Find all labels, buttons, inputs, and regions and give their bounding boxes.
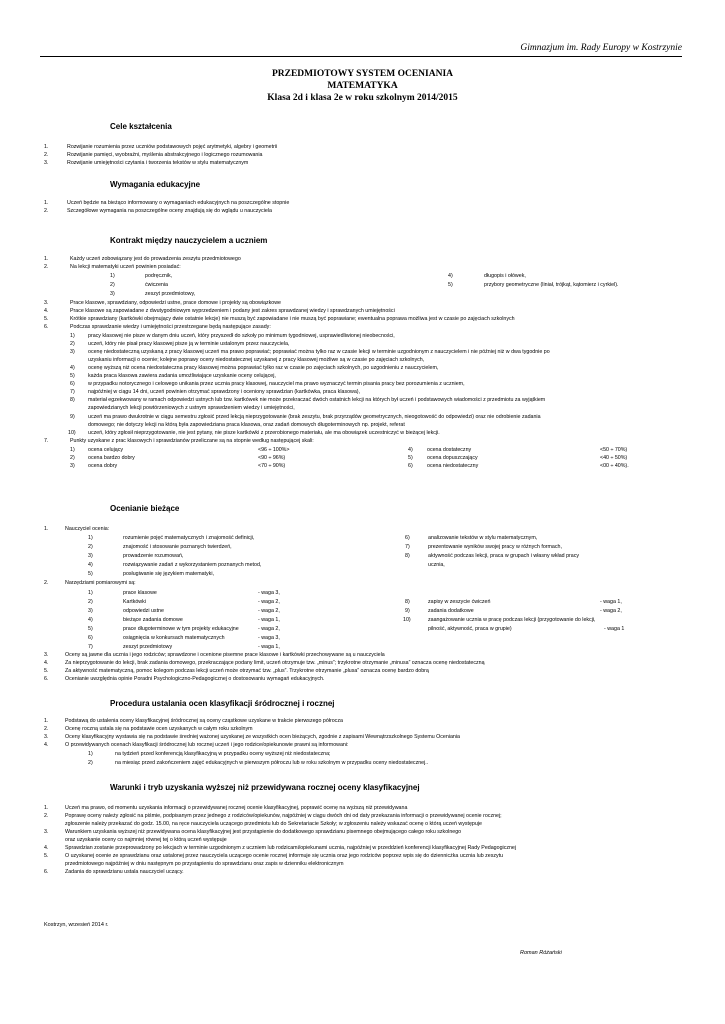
list-number: 7. [44, 438, 49, 444]
sub-number: 7) [88, 644, 93, 650]
list-item: Krótkie sprawdziany (kartkówki obejmujący dwie ostatnie lekcje) nie muszą być zapowiadane i nie muszą być poprawiane; ewentualna poprawa możliwa jest w czasie po zajęciach szkolnych [70, 316, 515, 322]
equipment-item: przybory geometryczne (liniał, trójkąt, kątomierz i cyrkiel). [484, 282, 619, 288]
rule-number: 8) [70, 397, 75, 403]
rule-number: 7) [70, 389, 75, 395]
rule-number: 1) [70, 333, 75, 339]
equipment-item: ćwiczenia [145, 282, 168, 288]
grade-name: ocena bardzo dobry [88, 455, 135, 461]
list-item: Narzędziami pomiarowymi są: [65, 580, 136, 586]
equipment-item: podręcznik, [145, 273, 173, 279]
grade-name: ocena dostateczny [427, 447, 472, 453]
tool-weight: - waga 2, [258, 626, 280, 632]
sub-number: 6) [88, 635, 93, 641]
list-item: Rozwijanie pamięci, wyobraźni, myślenia abstrakcyjnego i logicznego rozumowania [67, 152, 263, 158]
list-number: 2. [44, 580, 49, 586]
rule-number: 6) [70, 381, 75, 387]
list-number: 1. [44, 718, 49, 724]
list-item: Poprawę oceny należy zgłosić na piśmie, podpisanym przez jednego z rodziców/opiekunów, najpóźniej w ciągu dwóch dni od daty przekazania informacji o przewidywanej ocenie rocznej; [65, 813, 502, 819]
document-title: PRZEDMIOTOWY SYSTEM OCENIANIA [271, 69, 454, 79]
list-number: 6. [44, 869, 49, 875]
tool-weight: - waga 2, [258, 608, 280, 614]
tool-name: prace klasowe [123, 590, 157, 596]
tool-name: bieżące zadania domowe [123, 617, 183, 623]
list-item-continuation: oraz uzyskanie oceny co najmniej równej tej o którą uczeń występuje [65, 837, 227, 843]
sub-number: 5) [88, 626, 93, 632]
list-item: Prace klasowe są zapowiadane z dwutygodniowym wyprzedzeniem i podany jest zakres sprawdzanej wiedzy i sprawdzanych umiejętności [70, 308, 395, 314]
tool-weight: - waga 3, [258, 590, 280, 596]
tool-weight: - waga 2, [600, 608, 622, 614]
list-item: Podstawą do ustalenia oceny klasyfikacyjnej śródrocznej są oceny cząstkowe uzyskane w trakcie pierwszego półrocza [65, 718, 343, 724]
section-heading-goals: Cele kształcenia [110, 122, 172, 131]
rule-item-continuation: zapowiedzianych lekcji powtórzeniowych z ustnym sprawdzeniem wiedzy i umiejętności, [88, 405, 295, 411]
tool-name-continuation: pilność, aktywność, praca w grupie) [428, 626, 512, 632]
list-number: 3. [44, 300, 49, 306]
tool-weight: - waga 1, [258, 617, 280, 623]
list-number: 2. [44, 813, 49, 819]
assessed-skill: rozumienie pojęć matematycznych i znajomość definicji, [123, 535, 255, 541]
grade-range: <70 ÷ 90%) [258, 463, 286, 469]
section-heading-higher-grade-conditions: Warunki i tryb uzyskania wyższej niż przewidywana rocznej oceny klasyfikacyjnej [110, 783, 420, 792]
assessed-skill: analizowanie tekstów w stylu matematycznym, [428, 535, 538, 541]
list-item: Za nieprzygotowanie do lekcji, brak zadania domowego, przekraczające podany limit, uczeń otrzymuje tzw. „minus”; trzykrotne otrzymanie „minusa” oznacza ocenę niedostateczną [65, 660, 485, 666]
list-number: 6. [44, 676, 49, 682]
grade-range: <00 ÷ 40%). [600, 463, 629, 469]
list-item: Podczas sprawdzanie wiedzy i umiejętności przestrzegane będą następujące zasady: [70, 324, 271, 330]
list-number: 4. [44, 308, 49, 314]
list-item: Na lekcji matematyki uczeń powinien posiadać: [70, 264, 181, 270]
tool-weight: - waga 1, [258, 644, 280, 650]
rule-item: materiał egzekwowany w ramach odpowiedzi ustnych lub tzw. kartkówek nie może przekraczać dwóch ostatnich lekcji na których był uczeń i podstawowych wiadomości z przedmiotu za wyjątkiem [88, 397, 546, 403]
list-number: 2. [44, 726, 49, 732]
equipment-item: długopis i ołówek, [484, 273, 526, 279]
list-item: Rozwijanie rozumienia przez uczniów podstawowych pojęć arytmetyki, algebry i geometrii [67, 144, 278, 150]
class-year-title: Klasa 2d i klasa 2e w roku szkolnym 2014/2015 [267, 93, 458, 103]
list-number: 4. [44, 660, 49, 666]
list-number: 1. [44, 526, 49, 532]
tool-name: zaangażowanie ucznia w pracę podczas lekcji (przygotowanie do lekcji, [428, 617, 596, 623]
sub-number: 3) [88, 608, 93, 614]
sub-number: 1) [88, 751, 93, 757]
list-item-continuation: zgłoszenie należy przekazać do godz. 15.00, na ręce nauczyciela uczącego przedmiotu lub do Sekretariacie Szkoły; w zgłoszeniu należy wskazać ocenę o którą uczeń występuje [65, 821, 482, 827]
list-item: Nauczyciel ocenia: [65, 526, 110, 532]
rule-item: pracy klasowej nie pisze w danym dniu uczeń, który przyszedł do szkoły po minimum tygodniowej, usprawiedliwionej nieobecności, [88, 333, 395, 339]
sub-number: 9) [405, 608, 410, 614]
list-number: 4. [44, 742, 49, 748]
rule-item: uczeń ma prawo dwukrotnie w ciągu semestru zgłosić przed lekcją nieprzygotowanie (brak zeszytu, brak przyrządów geometrycznych, nieogotowość do odpowiedzi) oraz nie odrobienie zadania [88, 414, 541, 420]
sub-number: 3) [88, 553, 93, 559]
list-item-continuation: przedmiotowego najpóźniej w dniu następnym po przystąpieniu do sprawdzianu oraz zapis w dzienniku elektronicznym [65, 861, 344, 867]
assessed-skill: znajomość i stosowanie poznanych twierdzeń, [123, 544, 232, 550]
section-heading-current-assessment: Ocenianie bieżące [110, 504, 180, 513]
list-item: Punkty uzyskane z prac klasowych i sprawdzianów przeliczane są na stopnie według następującej skali: [70, 438, 314, 444]
sub-number: 6) [405, 535, 410, 541]
rule-item: uczeń, który nie pisał pracy klasowej pisze ją w terminie ustalonym przez nauczyciela, [88, 341, 290, 347]
list-item: Za aktywność matematyczną, pomoc kolegom podczas lekcji uczeń może otrzymać tzw. „plus”. Trzykrotne otrzymanie „plusa” oznacza ocenę bardzo dobrą [65, 668, 429, 674]
list-item: Warunkiem uzyskania wyższej niż przewidywana ocena klasyfikacyjnej jest przystąpienie do dodatkowego sprawdzianu pisemnego obejmującego całego roku szkolnego [65, 829, 462, 835]
list-item: Sprawdzian zostanie przeprowadzony po lekcjach w terminie uzgodnionym z uczniem lub rodzicami/opiekunami ucznia, najpóźniej w przeddzień konferencji klasyfikacyjnej Rady Pedagogicznej [65, 845, 517, 851]
grade-number: 6) [408, 463, 413, 469]
grade-range: <40 ÷ 50%) [600, 455, 628, 461]
tool-weight: - waga 2, [258, 599, 280, 605]
assessed-skill: rozwiązywanie zadań z wykorzystaniem poznanych metod, [123, 562, 262, 568]
section-heading-contract: Kontrakt między nauczycielem a uczniem [110, 236, 268, 245]
rule-item: w przypadku notorycznego i celowego unikania przez ucznia pracy klasowej, nauczyciel ma prawo wyznaczyć termin pisania pracy bez porozumienia z uczniem, [88, 381, 465, 387]
list-number: 4. [44, 845, 49, 851]
tool-weight: - waga 1, [600, 599, 622, 605]
list-number: 3. [44, 829, 49, 835]
list-number: 3. [44, 652, 49, 658]
rule-item-continuation: domowego; nie dotyczy lekcji na którą była zapowiedziana praca klasowa, oraz zadań domowych długoterminowych np. projekt, referat [88, 422, 405, 428]
rule-number: 4) [70, 365, 75, 371]
grade-number: 2) [70, 455, 75, 461]
list-number: 6. [44, 324, 49, 330]
sub-number: 4) [88, 617, 93, 623]
rule-item: każda praca klasowa zawiera zadania umożliwiające uzyskanie oceny celującej, [88, 373, 276, 379]
tool-name: zeszyt przedmiotowy [123, 644, 173, 650]
rule-item: ocenę wyższą niż ocena niedostateczna pracy klasowej można poprawiać tylko raz w czasie po zajęciach szkolnych, po uzgodnieniu z nauczycielem, [88, 365, 439, 371]
list-item: Ocenę roczną ustala się na podstawie ocen uzyskanych w całym roku szkolnym [65, 726, 253, 732]
grade-name: ocena dobry [88, 463, 118, 469]
grade-name: ocena celujący [88, 447, 124, 453]
rule-number: 10) [68, 430, 76, 436]
sub-number: 1) [88, 535, 93, 541]
sub-number: 2) [88, 544, 93, 550]
list-item: Szczegółowe wymagania na poszczególne oceny znajdują się do wglądu u nauczyciela [67, 208, 272, 214]
sub-number: 2) [88, 760, 93, 766]
list-item: O uzyskanej ocenie ze sprawdzianu oraz ustalonej przez nauczyciela uczącego ocenie rocznej informuje się ucznia oraz jego rodziców poprzez wpis się do dziennicżka ucznia lub zeszytu [65, 853, 504, 859]
list-item: Ocenianie uwzględnia opinie Poradni Psychologiczno-Pedagogicznej o dostosowaniu wymagań edukacyjnych. [65, 676, 325, 682]
assessed-skill: aktywność podczas lekcji, praca w grupach i własny wkład pracy [428, 553, 580, 559]
list-item: Zadania do sprawdzianu ustala nauczyciel uczący. [65, 869, 184, 875]
sub-number: 8) [405, 599, 410, 605]
list-item: Prace klasowe, sprawdziany, odpowiedzi ustne, prace domowe i projekty są obowiązkowe [70, 300, 282, 306]
grade-number: 3) [70, 463, 75, 469]
school-name: Gimnazjum im. Rady Europy w Kostrzynie [520, 43, 682, 53]
equipment-item: zeszyt przedmiotowy, [145, 291, 196, 297]
list-item: Rozwijanie umiejętności czytania i tworzenia tekstów w stylu matematycznym [67, 160, 249, 166]
list-number: 5. [44, 316, 49, 322]
list-item: Oceny są jawne dla ucznia i jego rodziców; sprawdzone i ocenione pisemne prace klasowe i kartkówki przechowywane są u nauczyciela [65, 652, 385, 658]
section-heading-classification-procedure: Procedura ustalania ocen klasyfikacji śródrocznej i rocznej [110, 699, 335, 708]
sub-number: 4) [448, 273, 453, 279]
sub-number: 5) [448, 282, 453, 288]
grade-name: ocena dopuszczający [427, 455, 478, 461]
header-divider [40, 56, 682, 57]
list-number: 1. [44, 200, 49, 206]
subject-title: MATEMATYKA [327, 81, 398, 91]
sub-number: 1) [110, 273, 115, 279]
sub-number: 5) [88, 571, 93, 577]
tool-weight: - waga 3, [258, 635, 280, 641]
grade-range: <90 ÷ 96%) [258, 455, 286, 461]
sub-item: na miesiąc przed zakończeniem zajęć edukacyjnych w pierwszym półroczu lub w roku szkolnym w przypadku oceny niedostatecznej.. [115, 760, 429, 766]
rule-number: 5) [70, 373, 75, 379]
sub-number: 1) [88, 590, 93, 596]
sub-number: 4) [88, 562, 93, 568]
rule-item: najpóźniej w ciągu 14 dni, uczeń powinien otrzymać sprawdzony i oceniony sprawdzian (kartkówka, praca klasowa), [88, 389, 361, 395]
tool-name: zapisy w zeszycie ćwiczeń [428, 599, 491, 605]
grade-name: ocena niedostateczny [427, 463, 479, 469]
rule-number: 3) [70, 349, 75, 355]
section-heading-requirements: Wymagania edukacyjne [110, 180, 201, 189]
sub-number: 2) [88, 599, 93, 605]
rule-number: 9) [70, 414, 75, 420]
sub-number: 10) [403, 617, 411, 623]
list-number: 3. [44, 734, 49, 740]
list-item: Oceny klasyfikacyjny wystawia się na podstawie średniej ważonej uzyskanej ze wszystkich ocen bieżących, zgodnie z zapisami Wewnątrzszkolnego Systemu Oceniania [65, 734, 460, 740]
grade-number: 5) [408, 455, 413, 461]
tool-name: prace długoterminowe w tym projekty edukacyjne [123, 626, 239, 632]
list-number: 5. [44, 668, 49, 674]
rule-item: uczeń, który zgłosił nieprzygotowanie, nie jest pytany, nie pisze kartkówki z przerobionego materiału, ale ma obowiązek uczestniczyć w bieżącej lekcji. [88, 430, 440, 436]
signature: Roman Różański [520, 950, 562, 956]
rule-item-continuation: uzyskaniu informacji o ocenie; kolejne poprawy oceny niedostatecznej uzyskanej z pracy klasowej możliwe są w czasie po zajęciach szkolnych, [88, 357, 425, 363]
sub-number: 3) [110, 291, 115, 297]
sub-number: 2) [110, 282, 115, 288]
list-number: 2. [44, 208, 49, 214]
sub-item: na tydzień przed konferencją klasyfikacyjną w przypadku oceny wyższej niż niedostateczna; [115, 751, 331, 757]
grade-range: <96 ÷ 100%> [258, 447, 290, 453]
sub-number: 8) [405, 553, 410, 559]
list-number: 2. [44, 152, 49, 158]
rule-item: ocenę niedostateczną uzyskaną z pracy klasowej uczeń ma prawo poprawiać; poprawiać można tylko raz w czasie lekcji w terminie uzgodnionym z nauczycielem i nie później niż w dwa tygodnie po [88, 349, 550, 355]
list-number: 1. [44, 256, 49, 262]
list-item: Uczeń będzie na bieżąco informowany o wymaganiach edukacyjnych na poszczególne stopnie [67, 200, 290, 206]
list-item: Uczeń ma prawo, od momentu uzyskania informacji o przewidywanej rocznej ocenie klasyfikacyjnej, poprawić ocenę na wyższą niż przewidywana [65, 805, 408, 811]
assessed-skill: prowadzenie rozumowań, [123, 553, 184, 559]
rule-number: 2) [70, 341, 75, 347]
sub-number: 7) [405, 544, 410, 550]
tool-name: odpowiedzi ustne [123, 608, 164, 614]
list-number: 3. [44, 160, 49, 166]
grade-range: <50 ÷ 70%) [600, 447, 628, 453]
assessed-skill: prezentowanie wyników swojej pracy w różnych formach, [428, 544, 562, 550]
list-item: O przewidywanych ocenach klasyfikacji śródrocznej lub rocznej uczeń i jego rodzice/opiekunowie prawni są informowani: [65, 742, 349, 748]
place-date: Kostrzyn, wrzesień 2014 r. [44, 922, 109, 928]
list-number: 2. [44, 264, 49, 270]
assessed-skill-continuation: ucznia, [428, 562, 445, 568]
grade-number: 4) [408, 447, 413, 453]
list-item: Każdy uczeń zobowiązany jest do prowadzenia zeszytu przedmiotowego [70, 256, 241, 262]
tool-weight: - waga 1 [604, 626, 625, 632]
list-number: 1. [44, 805, 49, 811]
tool-name: zadania dodatkowe [428, 608, 474, 614]
tool-name: Kartkówki [123, 599, 146, 605]
tool-name: osiągnięcia w konkursach matematycznych [123, 635, 225, 641]
grade-number: 1) [70, 447, 75, 453]
assessed-skill: posługiwanie się językiem matematyki, [123, 571, 214, 577]
list-number: 5. [44, 853, 49, 859]
list-number: 1. [44, 144, 49, 150]
